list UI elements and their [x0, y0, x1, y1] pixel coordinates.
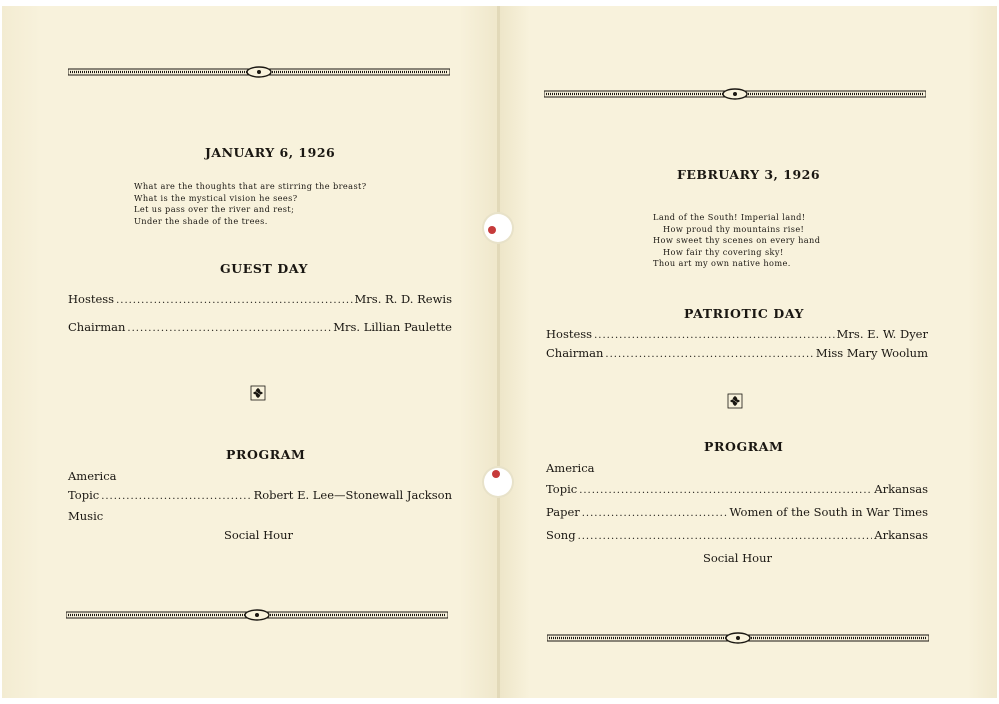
left-page: [2, 6, 498, 698]
poem-line: Let us pass over the river and rest;: [134, 204, 295, 215]
poem-line: Land of the South! Imperial land!: [653, 212, 806, 222]
right-day-title: PATRIOTIC DAY: [684, 306, 805, 321]
hostess-value: Mrs. R. D. Rewis: [354, 292, 452, 306]
red-mark: [488, 226, 496, 234]
punch-hole-bottom: [484, 468, 512, 496]
poem-line: How fair thy covering sky!: [663, 246, 784, 257]
leader-dots: [594, 330, 835, 341]
paper-label: Paper: [546, 505, 580, 519]
chairman-value: Mrs. Lillian Paulette: [333, 320, 452, 334]
ornamental-rule-icon: [544, 88, 926, 100]
paper-value: Women of the South in War Times: [729, 505, 928, 519]
punch-hole-top: [484, 214, 512, 242]
right-date: FEBRUARY 3, 1926: [677, 167, 821, 182]
song-value: Arkansas: [874, 528, 928, 542]
leader-dots: [127, 323, 331, 334]
left-date: JANUARY 6, 1926: [205, 145, 336, 160]
leader-dots: [578, 531, 873, 542]
left-program-item-america: America: [68, 469, 117, 483]
chairman-value: Miss Mary Woolum: [815, 346, 928, 360]
ornamental-rule-icon: [547, 632, 929, 644]
left-topic-row: [68, 488, 452, 502]
right-topic-row: [546, 482, 928, 496]
hostess-value: Mrs. E. W. Dyer: [836, 327, 928, 341]
right-poem: [653, 212, 820, 270]
left-social-hour: Social Hour: [224, 528, 293, 542]
right-social-hour: Social Hour: [703, 551, 772, 565]
left-program-title: PROGRAM: [226, 447, 306, 462]
chairman-label: Chairman: [546, 346, 604, 360]
right-chairman-row: [546, 346, 928, 360]
left-program-item-music: Music: [68, 509, 104, 523]
poem-line: What is the mystical vision he sees?: [134, 192, 298, 203]
left-poem: [134, 181, 367, 227]
floral-ornament-icon: [727, 393, 743, 409]
right-song-row: [546, 528, 928, 542]
leader-dots: [605, 349, 814, 360]
hostess-label: Hostess: [546, 327, 593, 341]
right-program-title: PROGRAM: [704, 439, 784, 454]
ornamental-rule-icon: [68, 66, 450, 78]
right-paper-row: [546, 505, 928, 519]
poem-line: What are the thoughts that are stirring the breast?: [134, 181, 367, 191]
poem-line: How sweet thy scenes on every hand: [653, 235, 821, 246]
chairman-label: Chairman: [68, 320, 126, 334]
topic-value: Robert E. Lee—Stonewall Jackson: [253, 488, 452, 502]
left-hostess-row: [68, 292, 452, 306]
leader-dots: [101, 491, 251, 502]
left-chairman-row: [68, 320, 452, 334]
hostess-label: Hostess: [68, 292, 115, 306]
poem-line: How proud thy mountains rise!: [663, 223, 805, 234]
leader-dots: [116, 295, 352, 306]
poem-line: Under the shade of the trees.: [134, 215, 268, 226]
left-day-title: GUEST DAY: [220, 261, 309, 276]
right-hostess-row: [546, 327, 928, 341]
leader-dots: [582, 508, 728, 519]
ornamental-rule-icon: [66, 609, 448, 621]
booklet-spine: [497, 6, 500, 698]
topic-label: Topic: [546, 482, 578, 496]
topic-value: Arkansas: [874, 482, 928, 496]
leader-dots: [579, 485, 872, 496]
poem-line: Thou art my own native home.: [653, 258, 791, 269]
red-mark: [492, 470, 500, 478]
topic-label: Topic: [68, 488, 100, 502]
right-program-item-america: America: [546, 461, 595, 475]
floral-ornament-icon: [250, 385, 266, 401]
song-label: Song: [546, 528, 576, 542]
